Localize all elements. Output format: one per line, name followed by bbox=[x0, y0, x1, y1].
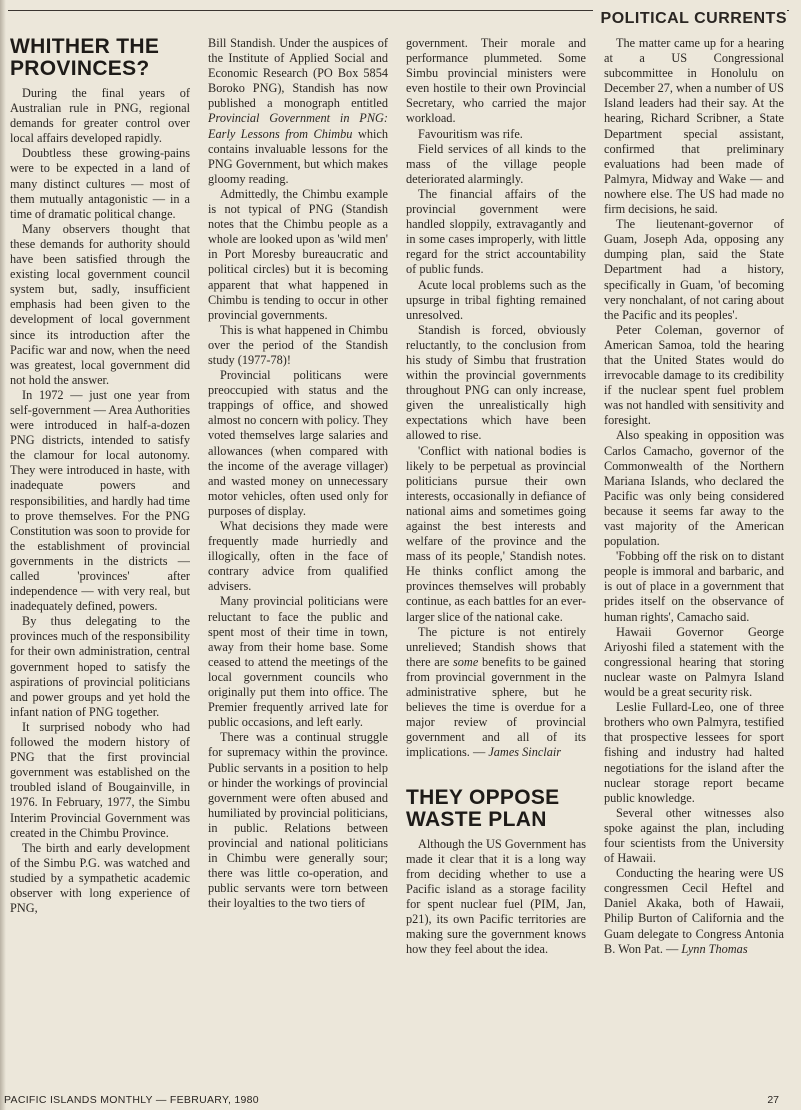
paragraph: 'Fobbing off the risk on to distant people is immoral and barbaric, and is out of place in a government that prides itself on the observance of human rights', Camacho said. bbox=[604, 549, 784, 624]
article-2-headline: THEY OPPOSE WASTE PLAN bbox=[406, 785, 560, 831]
paragraph bbox=[406, 625, 586, 761]
paragraph: There was a continual struggle for supremacy within the province. Public servants in a position to help or hinder the workings of provincial government were often abused and humiliated by provincial politicians, in public. Relations between provincial and national politicians in Chimbu were generally sour; there was little co-operation, and public servants were torn between their loyalties to the two tiers of bbox=[208, 730, 388, 911]
paragraph: It surprised nobody who had followed the modern history of PNG that the first provincial government was established on the troubled island of Bougainville, in 1976. In February, 1977, the Simbu Interim Provincial Government was created in the Chimbu Province. bbox=[10, 719, 190, 840]
paragraph: The birth and early development of the Simbu P.G. was watched and studied by a sympathetic academic observer with long experience of PNG, bbox=[10, 840, 190, 916]
paragraph: Many provincial politicians were reluctant to face the public and spent most of their time in town, away from their home base. Some ceased to attend the meetings of the local government councils who originally put them into office. The Premier frequently arrived late for public occasions, and left early. bbox=[208, 594, 388, 730]
text-run: which contains invaluable lessons for the PNG Government, but which makes gloomy reading. bbox=[208, 126, 388, 186]
paragraph: During the final years of Australian rule in PNG, regional demands for greater control over local affairs developed rapidly. bbox=[10, 86, 190, 146]
footer-publication: PACIFIC ISLANDS MONTHLY — FEBRUARY, 1980 bbox=[4, 1094, 259, 1106]
paragraph: government. Their morale and performance plummeted. Some Simbu provincial ministers were even hostile to their own Provincial Secretary, who carried the major workload. bbox=[406, 36, 586, 126]
article-1-headline: WHITHER THE PROVINCES? bbox=[10, 36, 160, 80]
paragraph: Doubtless these growing-pains were to be expected in a land of many distinct cultures — most of them mutually antagonistic — in a time of dramatic political change. bbox=[10, 146, 190, 221]
paragraph: Provincial politicans were preoccupied with status and the trappings of office, and showed almost no concern with policy. They voted themselves large salaries and allowances (when compared with the income of the average villager) and wasted money on unnecessary motor vehicles, often used only for purposes of display. bbox=[208, 368, 388, 518]
paragraph: The matter came up for a hearing at a US Congressional subcommittee in Honolulu on December 27, when a number of US Island leaders had their say. At the hearing, Richard Scribner, a State Department special assistant, confirmed that preliminary evaluations had been made of Palmyra, Midway and Wake — and nowhere else. The US had made no firm decisions, he said. bbox=[604, 36, 784, 217]
paragraph: Many observers thought that these demands for authority should have been satisfied through the existing local government council system but, sadly, insufficient emphasis had been given to the development of local government since its introduction after the Pacific war and now, when the need was greatest, local government did not hold the answer. bbox=[10, 221, 190, 387]
column-3 bbox=[406, 36, 586, 1076]
paragraph: In 1972 — just one year from self-government — Area Authorities were introduced in half-a-dozen PNG districts, intended to satisfy the clamour for local autonomy. They were introduced in haste, with inadequate powers and responsibilities, and hardly had time to prove themselves. For the PNG Constitution was soon to provide for the establishment of provincial governments in the districts — called 'provinces' after independence — with very real, but inadequately defined, powers. bbox=[10, 387, 190, 614]
paragraph bbox=[208, 36, 388, 187]
text-run: Bill Standish. Under the auspices of the Institute of Applied Social and Economic Research (PO Box 5854 Boroko PNG), Standish has now published a monograph entitled bbox=[208, 36, 388, 111]
paragraph: 'Conflict with national bodies is likely to be perpetual as provincial politicians pursue their own interests, occasionally in defiance of national aims and sometimes going against the best interests and welfare of the province and the mass of its people,' Standish notes. He thinks conflict among the provinces themselves will probably continue, as each battles for an ever-larger slice of the national cake. bbox=[406, 443, 586, 624]
paragraph: Several other witnesses also spoke against the plan, including four scientists from the University of Hawaii. bbox=[604, 805, 784, 866]
paragraph: Also speaking in opposition was Carlos Camacho, governor of the Commonwealth of the Northern Mariana Islands, who declared the Pacific was only being considered because it seems far away to the vast majority of the American population. bbox=[604, 428, 784, 549]
paragraph: The lieutenant-governor of Guam, Joseph Ada, opposing any dumping plan, said the State Department had a history, specifically in Guam, 'of becoming very nonchalant, of not caring about the Pacific and its peoples'. bbox=[604, 217, 784, 322]
paragraph: Standish is forced, obviously reluctantly, to the conclusion from his study of Simbu that frustration within the provincial governments throughout PNG can only increase, given the unrealistically high expectations which have been allowed to rise. bbox=[406, 322, 586, 443]
article-columns bbox=[10, 36, 786, 1076]
text-run: benefits to be gained from provincial government in the administrative sphere, but he believes the time is overdue for a major review of provincial government and all of its implications. — bbox=[406, 654, 586, 760]
text-run: The picture is not entirely unrelieved; Standish shows that there are bbox=[406, 624, 586, 669]
paragraph: This is what happened in Chimbu over the period of the Standish study (1977-78)! bbox=[208, 322, 388, 367]
column-1 bbox=[10, 36, 190, 1076]
paragraph bbox=[604, 866, 784, 957]
column-2 bbox=[208, 36, 388, 1076]
page-number: 27 bbox=[767, 1094, 779, 1106]
paragraph: The financial affairs of the provincial government were handled sloppily, extravagantly and in some cases improperly, with little regard for the strict accountability of public funds. bbox=[406, 186, 586, 277]
paragraph: Hawaii Governor George Ariyoshi filed a statement with the congressional hearing that storing nuclear waste on Palmyra Island would be a great security risk. bbox=[604, 624, 784, 700]
column-4 bbox=[604, 36, 784, 1076]
paragraph: What decisions they made were frequently made hurriedly and illogically, often in the face of contrary advice from qualified advisers. bbox=[208, 519, 388, 594]
text-run: Conducting the hearing were US congressmen Cecil Heftel and Daniel Akaka, both of Hawaii, Philip Burton of California and the Guam delegate to Congress Antonia B. Won Pat. — bbox=[604, 866, 784, 956]
author-byline: Lynn Thomas bbox=[681, 941, 748, 956]
emphasis: some bbox=[453, 654, 479, 669]
page-edge-shadow bbox=[0, 0, 6, 1110]
paragraph: Admittedly, the Chimbu example is not typical of PNG (Standish notes that the Chimbu people as a whole are looked upon as 'wild men' in Port Moresby bureaucratic and political circles) but it is becoming apparent that what happened in Chimbu is tending to occur in other provincial governments. bbox=[208, 186, 388, 322]
paragraph: Favouritism was rife. bbox=[418, 126, 523, 141]
paragraph: Acute local problems such as the upsurge in tribal fighting remained unresolved. bbox=[406, 277, 586, 322]
author-byline: James Sinclair bbox=[488, 745, 562, 760]
monograph-title: Provincial Government in PNG: Early Lessons from Chimbu bbox=[208, 111, 388, 141]
paragraph: By thus delegating to the provinces much of the responsibility for their own administration, central government hoped to satisfy the aspirations of provincial politicians and power groups and yet hold the infant nation of PNG together. bbox=[10, 614, 190, 719]
paragraph: Peter Coleman, governor of American Samoa, told the hearing that the United States would do irrevocable damage to its credibility if the nuclear spent fuel problem was not handled with sensitivity and foresight. bbox=[604, 322, 784, 428]
section-header: POLITICAL CURRENTS bbox=[593, 10, 787, 28]
paragraph: Leslie Fullard-Leo, one of three brothers who own Palmyra, testified that prospective lessees for sport fishing and industry had halted negotiations for the island after the nuclear storage report became public knowledge. bbox=[604, 700, 784, 805]
paragraph: Although the US Government has made it clear that it is a long way from deciding whether to use a Pacific island as a storage facility for spent nuclear fuel (PIM, Jan, p21), its own Pacific territories are making sure the government knows how they feel about the idea. bbox=[406, 836, 586, 957]
paragraph: Field services of all kinds to the mass of the village people deteriorated alarmingly. bbox=[406, 141, 586, 186]
